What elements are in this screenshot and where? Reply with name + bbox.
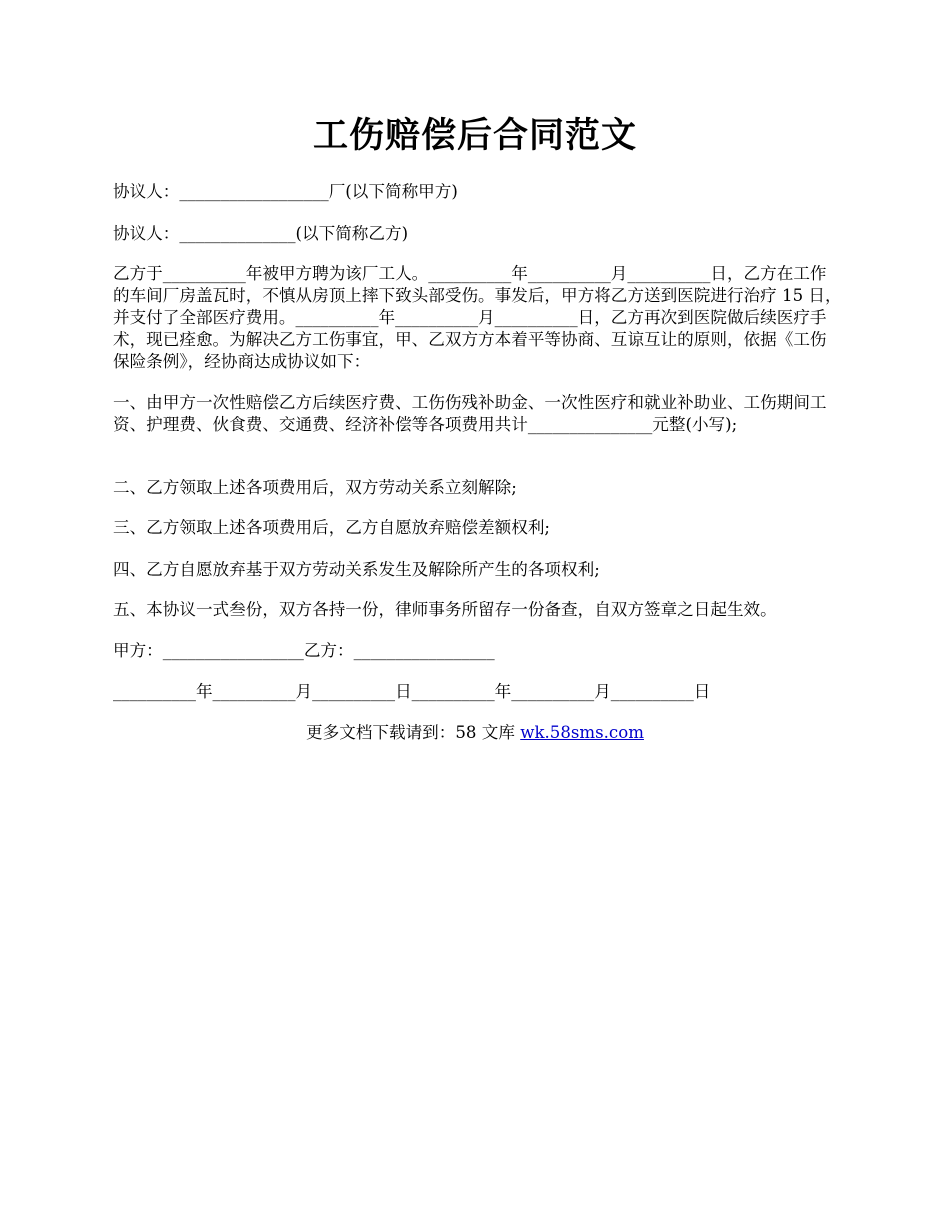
clause-1: 一、由甲方一次性赔偿乙方后续医疗费、工伤伤残补助金、一次性医疗和就业补助业、工伤期间工资、护理费、伙食费、交通费、经济补偿等各项费用共计_______________元整(小写); [113,393,827,434]
signature-line: 甲方：_________________乙方：_________________ [113,641,495,660]
date-line: __________年__________月__________日__________年__________月__________日 [113,682,711,701]
clause-4: 四、乙方自愿放弃基于双方劳动关系发生及解除所产生的各项权利; [113,560,600,579]
footer [0,722,950,744]
background-paragraph: 乙方于__________年被甲方聘为该厂工人。__________年__________月__________日，乙方在工作的车间厂房盖瓦时，不慎从房顶上摔下致头部受伤。事发后，甲方将乙方送到医院进行治疗 15 日，并支付了全部医疗费用。__________年__________月__________日，乙方再次到医院做后续医疗手术，现已痊愈。为解决乙方工伤事宜，甲、乙双方方本着平等协商、互谅互让的原则，依据《工伤保险条例》，经协商达成协议如下： [113,264,842,371]
party-a-line: 协议人：__________________厂(以下简称甲方) [113,182,458,201]
footer-text: 更多文档下载请到：58 文库 [306,723,521,742]
footer-link[interactable]: wk.58sms.com [520,723,644,742]
clause-5: 五、本协议一式叁份，双方各持一份，律师事务所留存一份备查，自双方签章之日起生效。 [113,600,777,619]
page-title: 工伤赔偿后合同范文 [312,116,637,156]
party-b-line: 协议人：______________(以下简称乙方) [113,224,409,243]
clause-3: 三、乙方领取上述各项费用后，乙方自愿放弃赔偿差额权利; [113,518,551,537]
clause-2: 二、乙方领取上述各项费用后，双方劳动关系立刻解除; [113,478,517,497]
